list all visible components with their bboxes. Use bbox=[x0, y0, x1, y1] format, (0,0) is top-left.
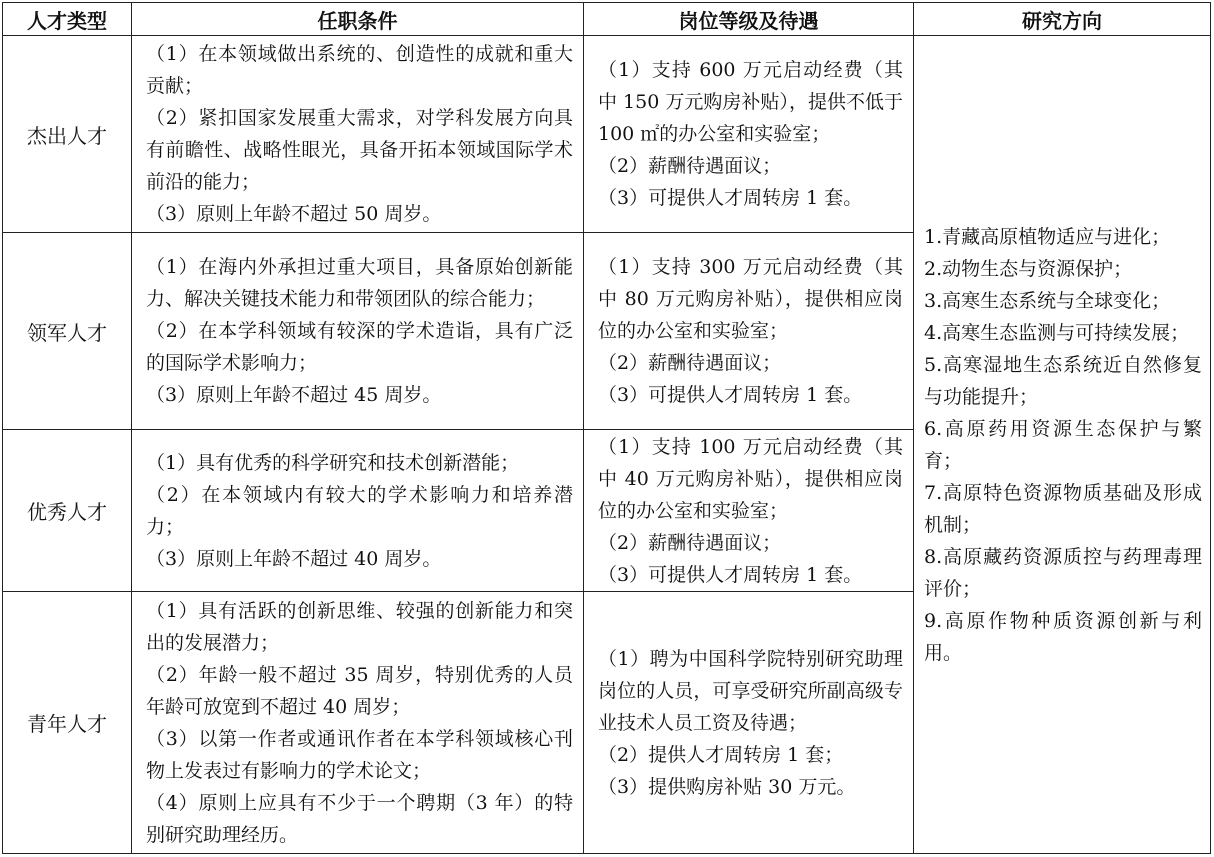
condition-item: （1）具有优秀的科学研究和技术创新潜能； bbox=[146, 451, 520, 474]
benefit-item: （1）支持 300 万元启动经费（其中 80 万元购房补贴），提供相应岗位的办公室和实验室； bbox=[598, 256, 903, 342]
condition-item: （3）原则上年龄不超过 50 周岁。 bbox=[146, 203, 442, 225]
condition-item: （1）在海内外承担过重大项目，具备原始创新能力、解决关键技术能力和带领团队的综合能力； bbox=[146, 256, 573, 310]
conditions-cell bbox=[132, 233, 584, 430]
benefit-item: （3）提供购房补贴 30 万元。 bbox=[598, 775, 856, 798]
direction-item: 3.高寒生态系统与全球变化； bbox=[924, 289, 1171, 312]
direction-item: 9.高原作物种质资源创新与利用。 bbox=[924, 609, 1202, 664]
benefit-item: （3）可提供人才周转房 1 套。 bbox=[598, 563, 863, 586]
benefit-item: （3）可提供人才周转房 1 套。 bbox=[598, 384, 863, 406]
direction-item: 5.高寒湿地生态系统近自然修复与功能提升； bbox=[924, 353, 1202, 408]
conditions-cell bbox=[132, 36, 584, 233]
benefit-item: （1）支持 600 万元启动经费（其中 150 万元购房补贴），提供不低于 100 ㎡的办公室和实验室； bbox=[598, 59, 903, 145]
condition-item: （2）紧扣国家发展重大需求，对学科发展方向具有前瞻性、战略性眼光，具备开拓本领域国际学术前沿的能力； bbox=[146, 107, 573, 193]
table-header-row bbox=[3, 3, 1211, 36]
condition-item: （1）具有活跃的创新思维、较强的创新能力和突出的发展潜力； bbox=[146, 599, 573, 654]
research-directions-cell bbox=[914, 36, 1211, 854]
header-research-directions: 研究方向 bbox=[914, 3, 1211, 36]
benefit-item: （2）薪酬待遇面议； bbox=[598, 155, 782, 177]
condition-item: （2）在本领域内有较大的学术影响力和培养潜力； bbox=[146, 483, 573, 538]
talent-recruitment-table bbox=[2, 2, 1211, 854]
condition-item: （3）以第一作者或通讯作者在本学科领域核心刊物上发表过有影响力的学术论文； bbox=[146, 727, 573, 782]
benefit-item: （3）可提供人才周转房 1 套。 bbox=[598, 187, 863, 209]
conditions-cell bbox=[132, 592, 584, 854]
direction-item: 4.高寒生态监测与可持续发展； bbox=[924, 321, 1190, 344]
benefit-item: （1）支持 100 万元启动经费（其中 40 万元购房补贴），提供相应岗位的办公室和实验室； bbox=[598, 435, 903, 522]
table-row bbox=[3, 36, 1211, 233]
benefits-cell bbox=[584, 430, 914, 592]
condition-item: （3）原则上年龄不超过 45 周岁。 bbox=[146, 384, 442, 406]
benefit-item: （2）薪酬待遇面议； bbox=[598, 531, 782, 554]
condition-item: （1）在本领域做出系统的、创造性的成就和重大贡献； bbox=[146, 43, 573, 97]
talent-type: 领军人才 bbox=[3, 233, 132, 430]
condition-item: （3）原则上年龄不超过 40 周岁。 bbox=[146, 547, 442, 570]
benefit-item: （2）薪酬待遇面议； bbox=[598, 352, 782, 374]
benefits-cell bbox=[584, 36, 914, 233]
condition-item: （4）原则上应具有不少于一个聘期（3 年）的特别研究助理经历。 bbox=[146, 791, 573, 846]
conditions-cell bbox=[132, 430, 584, 592]
header-talent-type: 人才类型 bbox=[3, 3, 132, 36]
talent-type: 优秀人才 bbox=[3, 430, 132, 592]
condition-item: （2）在本学科领域有较深的学术造诣，具有广泛的国际学术影响力； bbox=[146, 320, 573, 374]
condition-item: （2）年龄一般不超过 35 周岁，特别优秀的人员年龄可放宽到不超过 40 周岁； bbox=[146, 663, 573, 718]
talent-type: 杰出人才 bbox=[3, 36, 132, 233]
direction-item: 1.青藏高原植物适应与进化； bbox=[924, 225, 1171, 248]
direction-item: 8.高原藏药资源质控与药理毒理评价； bbox=[924, 545, 1202, 600]
benefit-item: （2）提供人才周转房 1 套； bbox=[598, 743, 844, 766]
benefit-item: （1）聘为中国科学院特别研究助理岗位的人员，可享受研究所副高级专业技术人员工资及待遇； bbox=[598, 647, 903, 734]
direction-item: 7.高原特色资源物质基础及形成机制； bbox=[924, 481, 1202, 536]
direction-item: 6.高原药用资源生态保护与繁育； bbox=[924, 417, 1202, 472]
benefits-cell bbox=[584, 233, 914, 430]
direction-item: 2.动物生态与资源保护； bbox=[924, 257, 1133, 280]
talent-type: 青年人才 bbox=[3, 592, 132, 854]
header-conditions: 任职条件 bbox=[132, 3, 584, 36]
header-position-benefits: 岗位等级及待遇 bbox=[584, 3, 914, 36]
benefits-cell bbox=[584, 592, 914, 854]
